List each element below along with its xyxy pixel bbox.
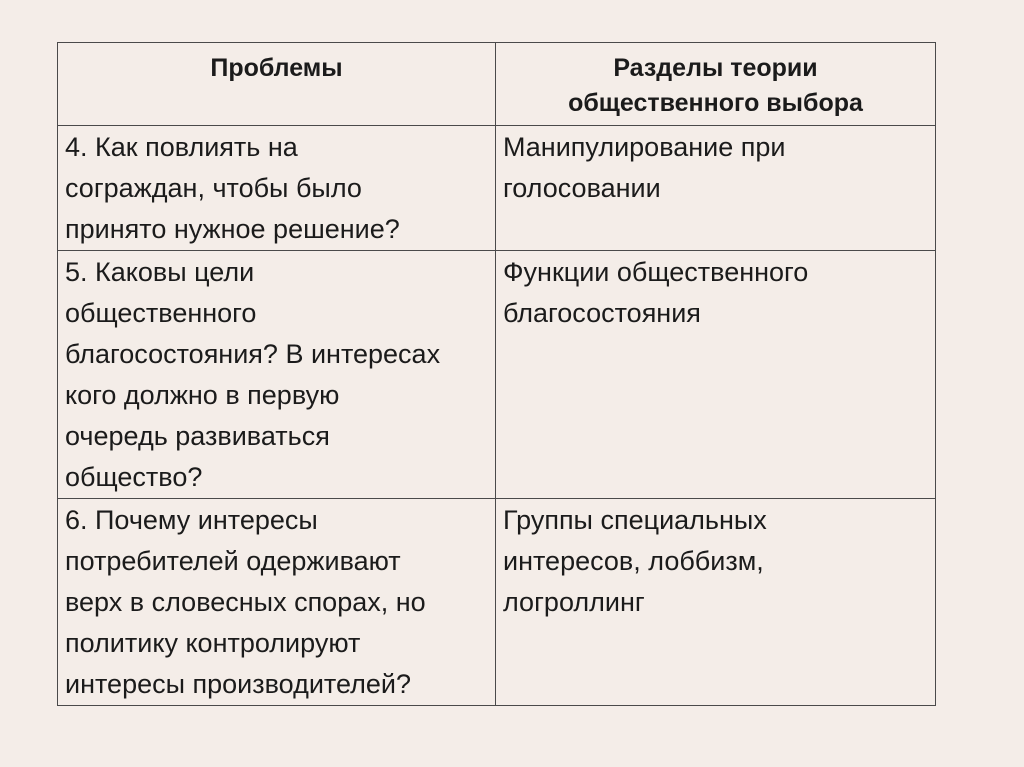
header-sections: [496, 43, 936, 126]
header-problems: [58, 43, 496, 126]
section-cell: [496, 251, 936, 499]
section-text: Функции общественного благосостояния: [503, 257, 809, 328]
problem-cell: [58, 251, 496, 499]
table-row: [58, 126, 936, 251]
public-choice-table: [57, 42, 936, 706]
problem-cell: [58, 499, 496, 706]
header-problems-label: Проблемы: [210, 54, 343, 82]
table-row: [58, 499, 936, 706]
section-text: Манипулирование при голосовании: [503, 132, 786, 203]
section-text: Группы специальных интересов, лоббизм, логроллинг: [503, 505, 767, 617]
problem-text: 4. Как повлиять на сограждан, чтобы было принято нужное решение?: [65, 132, 400, 244]
section-cell: [496, 126, 936, 251]
section-cell: [496, 499, 936, 706]
problem-text: 6. Почему интересы потребителей одерживают верх в словесных спорах, но политику контролируют интересы производителей?: [65, 505, 426, 699]
table-row: [58, 251, 936, 499]
problem-cell: [58, 126, 496, 251]
problem-text: 5. Каковы цели общественного благосостояния? В интересах кого должно в первую очередь развиваться общество?: [65, 257, 441, 492]
header-sections-label: Разделы теории общественного выбора: [568, 54, 863, 117]
table-header-row: [58, 43, 936, 126]
